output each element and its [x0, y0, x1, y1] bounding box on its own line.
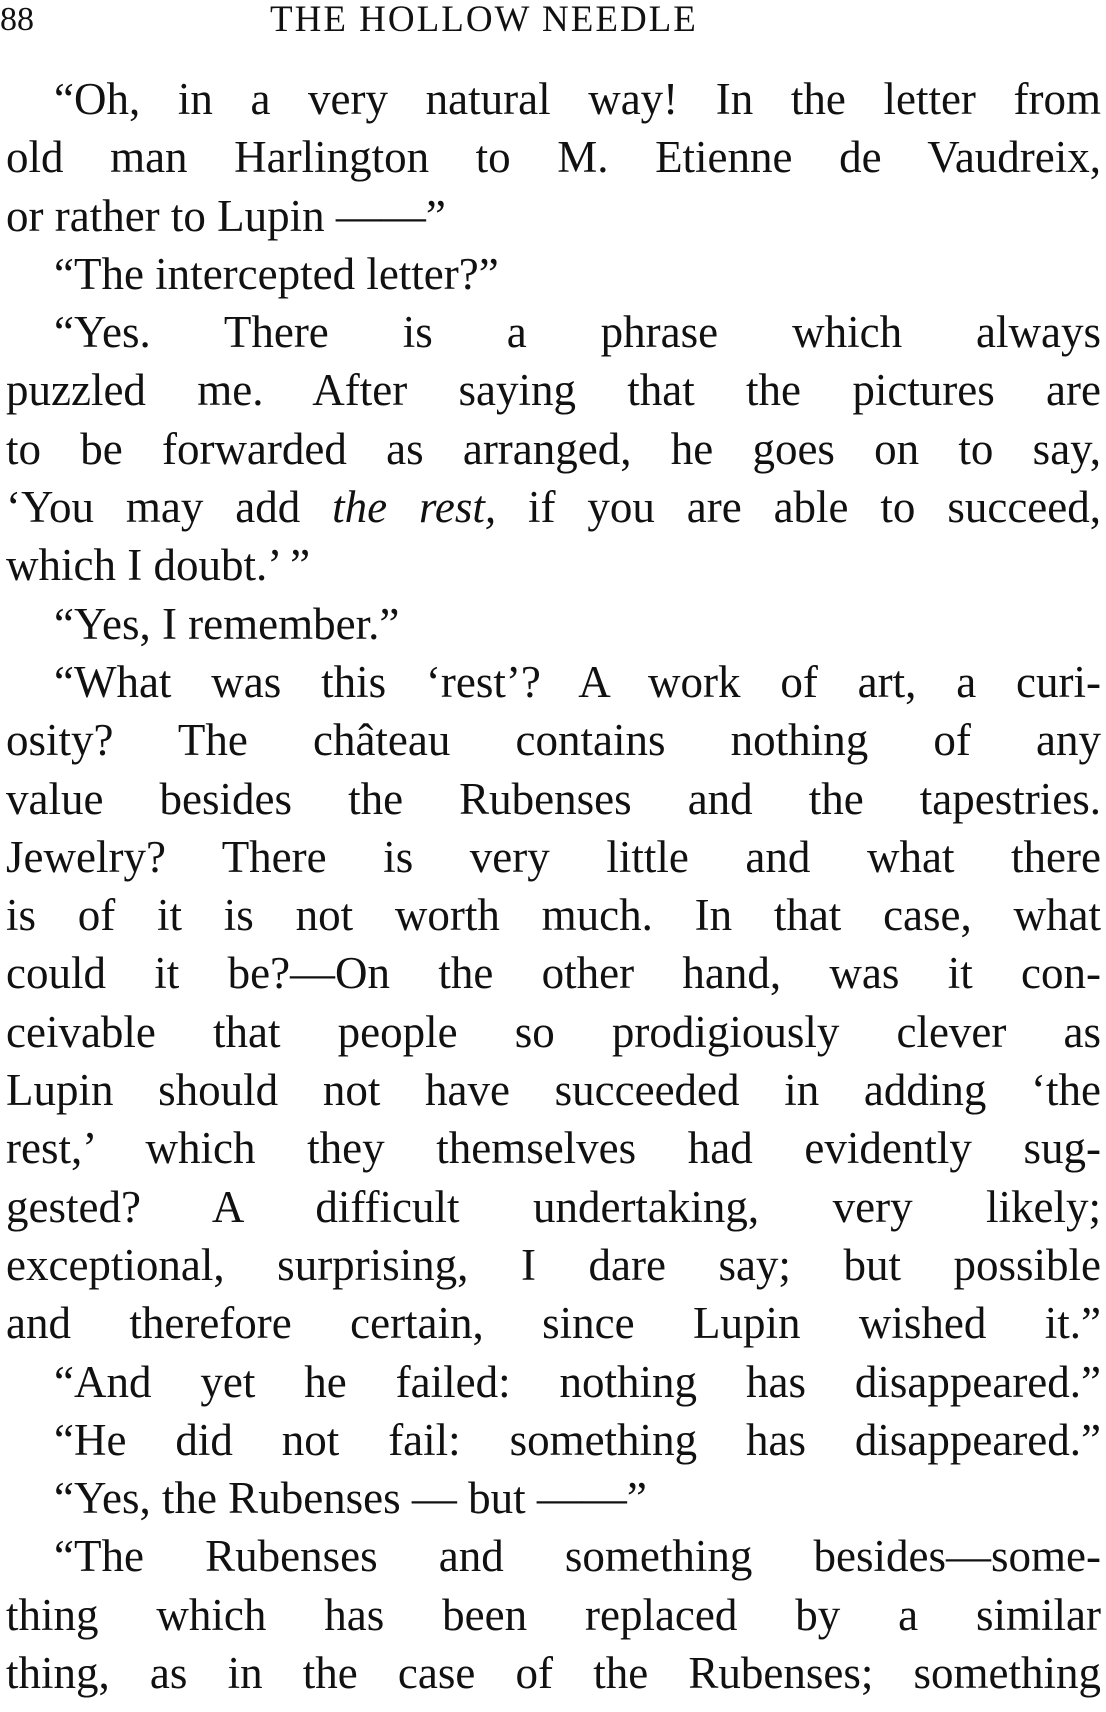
text-line: could it be?—On the other hand, was it con-	[6, 948, 1101, 999]
text-line: “Oh, in a very natural way! In the letter from	[54, 74, 1101, 124]
text-line: “Yes, the Rubenses — but ——”	[54, 1473, 647, 1524]
text-line: to be forwarded as arranged, he goes on to say,	[6, 423, 1101, 474]
text-line: thing, as in the case of the Rubenses; something	[6, 1648, 1101, 1699]
text-line: ceivable that people so prodigiously clever as	[6, 1006, 1101, 1057]
text-line: gested? A difficult undertaking, very likely;	[6, 1181, 1101, 1232]
text-line: exceptional, surprising, I dare say; but possible	[6, 1239, 1101, 1290]
text-line: and therefore certain, since Lupin wished it.”	[6, 1298, 1101, 1349]
book-title: THE HOLLOW NEEDLE	[270, 0, 698, 40]
text-run: ‘You may add	[6, 482, 333, 533]
text-line: thing which has been replaced by a similar	[6, 1589, 1101, 1640]
text-line: “Yes, I remember.”	[54, 598, 400, 649]
text-line: Jewelry? There is very little and what there	[6, 831, 1101, 882]
text-line: old man Harlington to M. Etienne de Vaudreix,	[6, 132, 1101, 183]
running-head	[0, 0, 1106, 48]
text-line: Lupin should not have succeeded in adding ‘the	[6, 1065, 1101, 1116]
text-line: puzzled me. After saying that the pictures are	[6, 365, 1101, 416]
text-line: which I doubt.’ ”	[6, 540, 311, 591]
text-line	[6, 478, 1101, 536]
text-run: if you are able to succeed,	[496, 482, 1101, 533]
body-text	[6, 70, 1101, 1702]
text-line: or rather to Lupin ——”	[6, 190, 446, 241]
text-line: is of it is not worth much. In that case, what	[6, 890, 1101, 941]
text-line: osity? The château contains nothing of any	[6, 715, 1101, 766]
text-line: “Yes. There is a phrase which always	[54, 307, 1101, 358]
text-line: “What was this ‘rest’? A work of art, a curi-	[54, 656, 1101, 707]
text-line: “He did not fail: something has disappeared.”	[54, 1414, 1101, 1465]
text-line: “And yet he failed: nothing has disappeared.”	[54, 1356, 1101, 1407]
text-line: “The intercepted letter?”	[54, 248, 499, 299]
text-line: rest,’ which they themselves had evidently sug-	[6, 1123, 1101, 1174]
text-line: “The Rubenses and something besides—some-	[54, 1531, 1101, 1582]
italic-phrase: the rest,	[332, 482, 497, 533]
page-number: 88	[0, 1, 34, 38]
text-line: value besides the Rubenses and the tapestries.	[6, 773, 1101, 824]
